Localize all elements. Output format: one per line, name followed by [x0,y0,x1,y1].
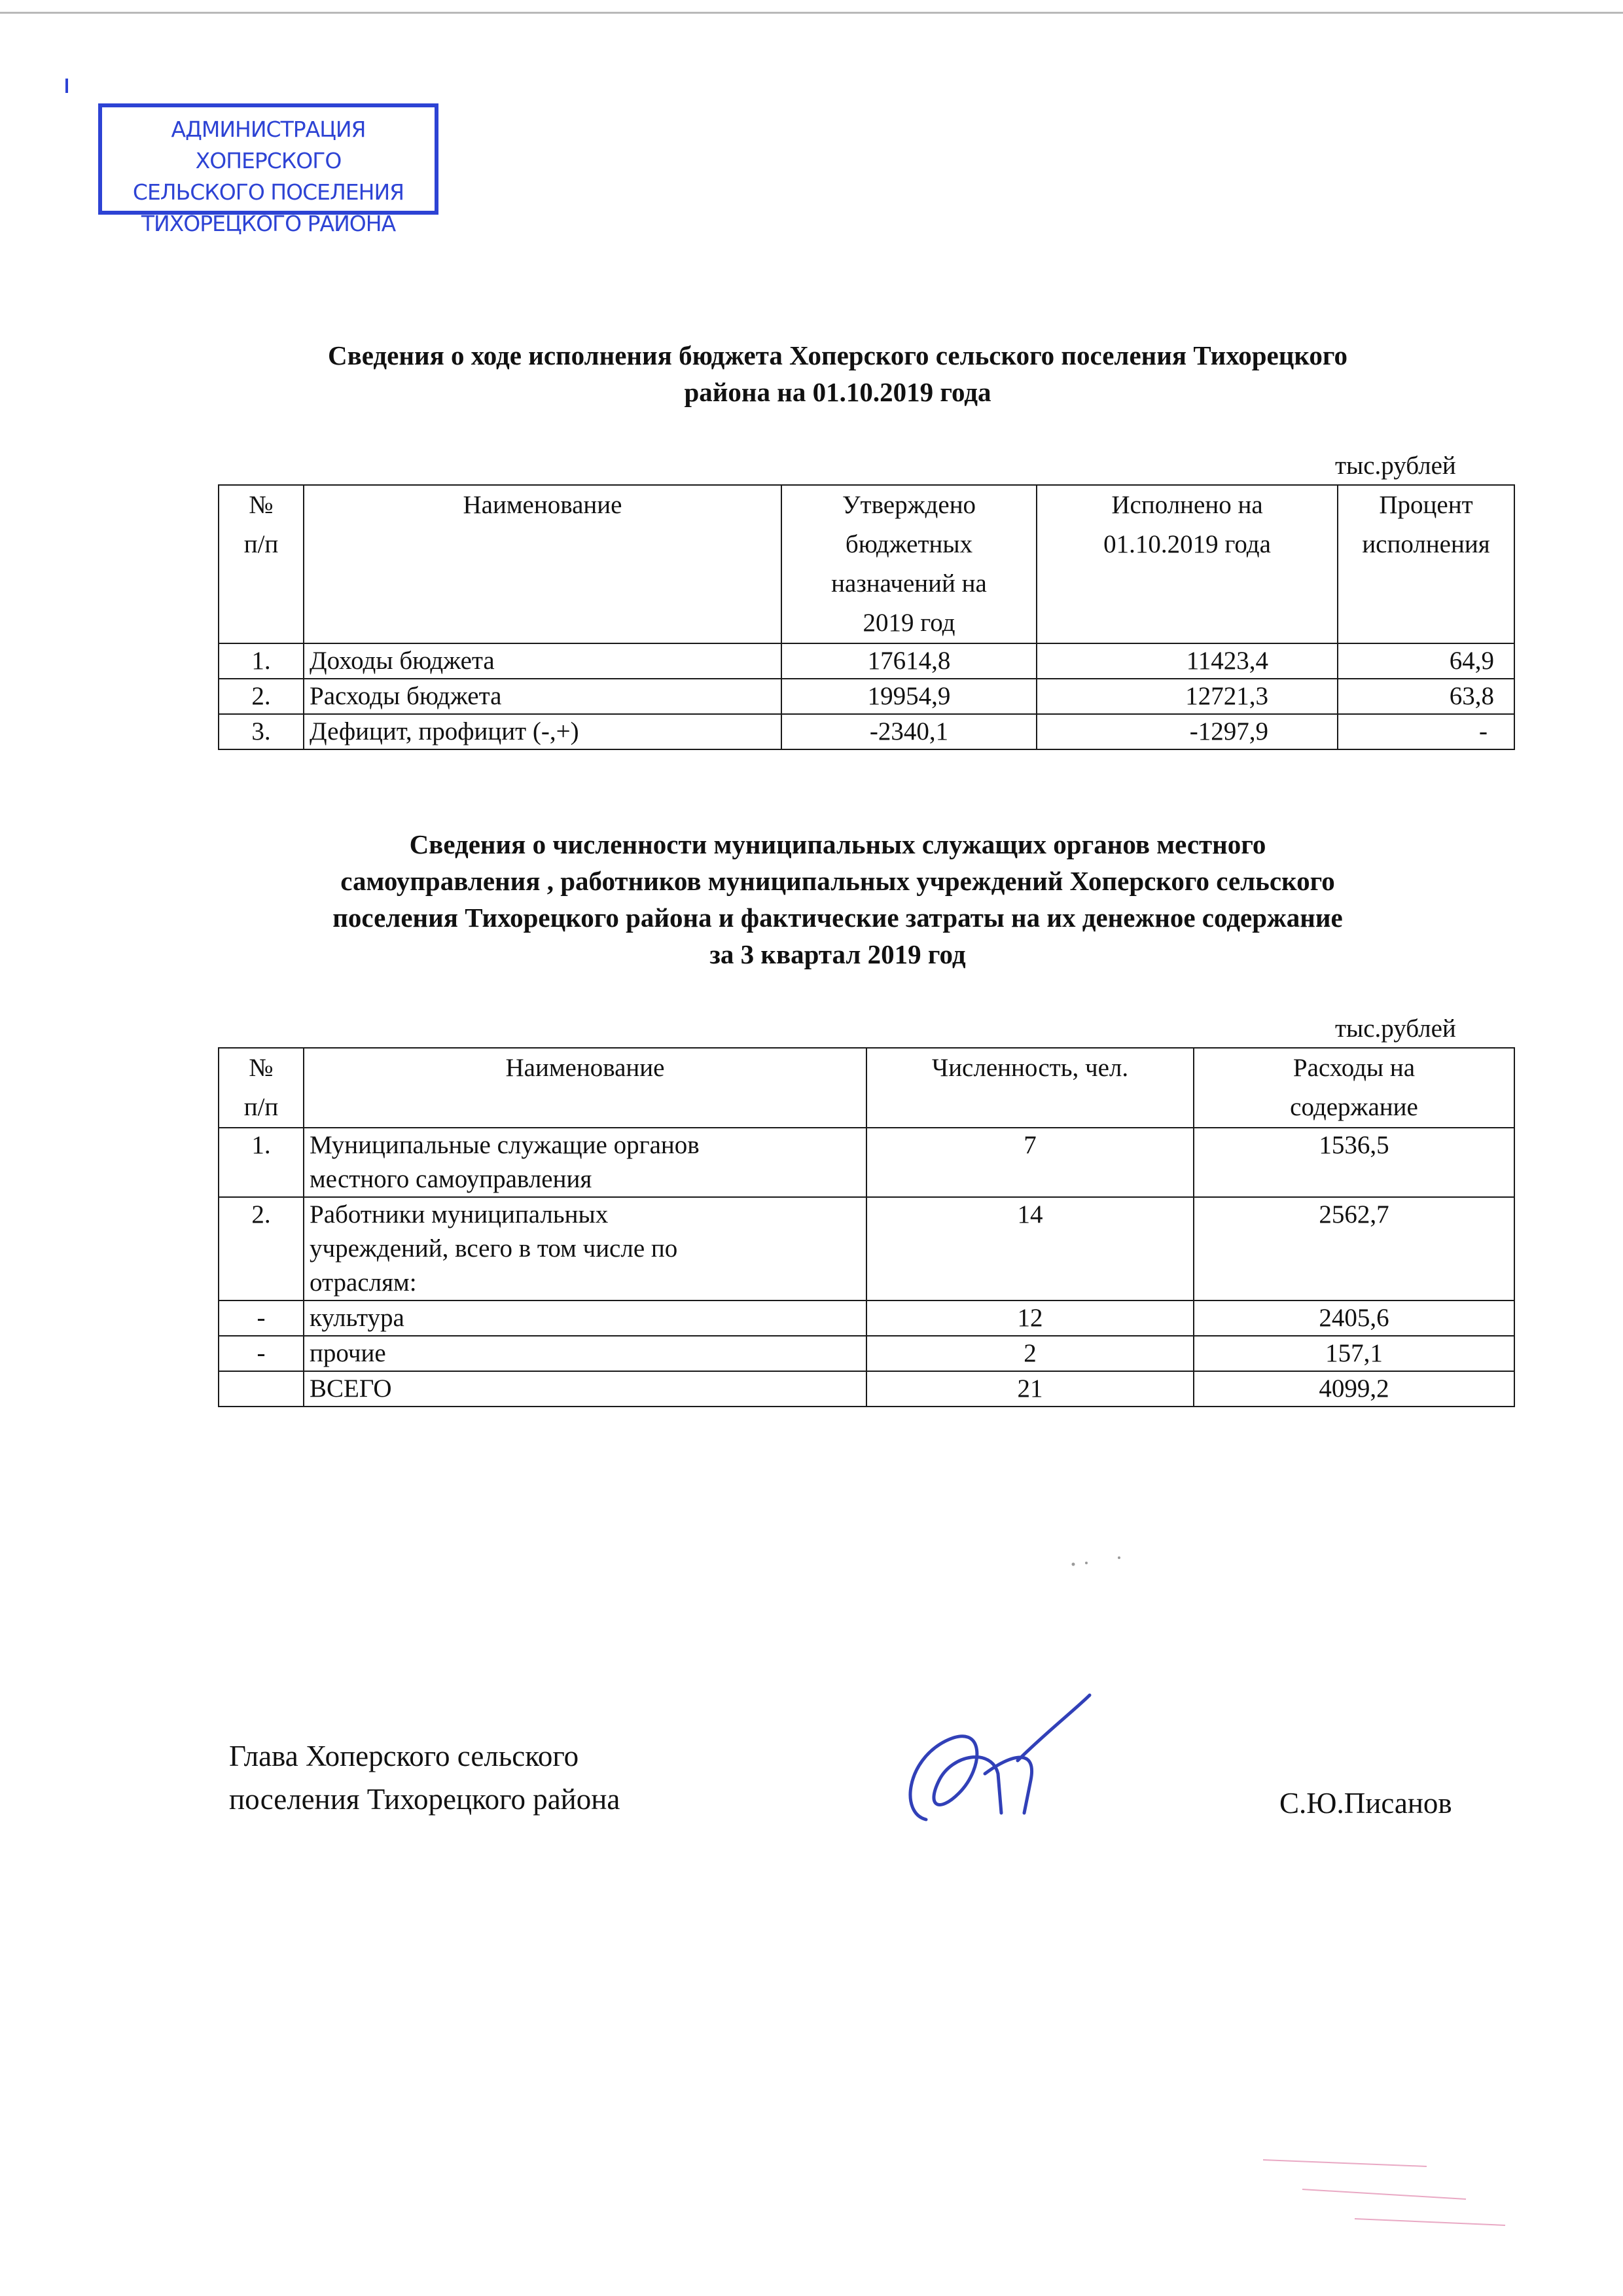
row-name: Доходы бюджета [304,643,781,679]
organization-stamp [98,103,438,236]
row-name: Дефицит, профицит (-,+) [304,714,781,749]
row-count: 12 [866,1300,1194,1336]
staff-header-row [219,1048,1514,1128]
header-num: № п/п [219,1048,304,1128]
row-count: 2 [866,1336,1194,1371]
signatory-position [229,1734,620,1821]
signatory-name: С.Ю.Писанов [1279,1787,1452,1820]
row-num: - [219,1300,304,1336]
row-name: Расходы бюджета [304,679,781,714]
row-expense: 2562,7 [1194,1197,1514,1300]
row-count: 7 [866,1128,1194,1197]
row-num: - [219,1336,304,1371]
row-executed: -1297,9 [1037,714,1338,749]
row-name: Муниципальные служащие органов местного самоуправления [304,1128,866,1197]
table-row [219,714,1514,749]
header-executed: Исполнено на 01.10.2019 года [1037,485,1338,643]
row-percent: - [1338,714,1514,749]
row-approved: 17614,8 [781,643,1037,679]
row-num [219,1371,304,1407]
header-approved: Утверждено бюджетных назначений на 2019 год [781,485,1037,643]
budget-table [218,484,1515,750]
stamp-line: ТИХОРЕЦКОГО РАЙОНА [141,211,396,236]
stamp-line: СЕЛЬСКОГО ПОСЕЛЕНИЯ [132,179,404,205]
table-row [219,679,1514,714]
row-executed: 12721,3 [1037,679,1338,714]
row-count: 14 [866,1197,1194,1300]
row-num: 2. [219,679,304,714]
row-approved: -2340,1 [781,714,1037,749]
table-row [219,1197,1514,1300]
staff-unit-label: тыс.рублей [1335,1014,1456,1043]
budget-title [196,337,1479,410]
header-name: Наименование [304,1048,866,1128]
row-executed: 11423,4 [1037,643,1338,679]
position-line: поселения Тихорецкого района [229,1783,620,1816]
staff-table [218,1047,1515,1407]
staff-title-line: Сведения о численности муниципальных служащих органов местного [409,829,1266,859]
table-row-total [219,1371,1514,1407]
row-num: 3. [219,714,304,749]
row-approved: 19954,9 [781,679,1037,714]
stamp-line: АДМИНИСТРАЦИЯ ХОПЕРСКОГО [171,117,366,173]
row-num: 2. [219,1197,304,1300]
staff-title-line: поселения Тихорецкого района и фактические затраты на их денежное содержание [332,903,1343,933]
table-row [219,1336,1514,1371]
header-num: № п/п [219,485,304,643]
budget-header-row [219,485,1514,643]
row-percent: 63,8 [1338,679,1514,714]
budget-title-line: Сведения о ходе исполнения бюджета Хоперского сельского поселения Тихорецкого [327,340,1348,370]
row-percent: 64,9 [1338,643,1514,679]
row-expense: 157,1 [1194,1336,1514,1371]
staff-title [196,826,1479,973]
budget-title-line: района на 01.10.2019 года [684,377,991,407]
table-row [219,643,1514,679]
row-expense: 4099,2 [1194,1371,1514,1407]
row-name: Работники муниципальных учреждений, всего в том числе по отраслям: [304,1197,866,1300]
row-num: 1. [219,643,304,679]
budget-unit-label: тыс.рублей [1335,452,1456,480]
staff-title-line: самоуправления , работников муниципальных учреждений Хоперского сельского [340,866,1335,896]
header-count: Численность, чел. [866,1048,1194,1128]
row-expense: 1536,5 [1194,1128,1514,1197]
row-count: 21 [866,1371,1194,1407]
row-name: культура [304,1300,866,1336]
scan-edge-line [0,12,1623,14]
header-percent: Процент исполнения [1338,485,1514,643]
position-line: Глава Хоперского сельского [229,1740,579,1772]
scan-mark [65,79,68,93]
handwritten-signature [887,1682,1103,1846]
header-expense: Расходы на содержание [1194,1048,1514,1128]
table-row [219,1300,1514,1336]
table-row [219,1128,1514,1197]
row-num: 1. [219,1128,304,1197]
row-expense: 2405,6 [1194,1300,1514,1336]
row-name: прочие [304,1336,866,1371]
staff-title-line: за 3 квартал 2019 год [709,939,966,969]
row-name: ВСЕГО [304,1371,866,1407]
header-name: Наименование [304,485,781,643]
